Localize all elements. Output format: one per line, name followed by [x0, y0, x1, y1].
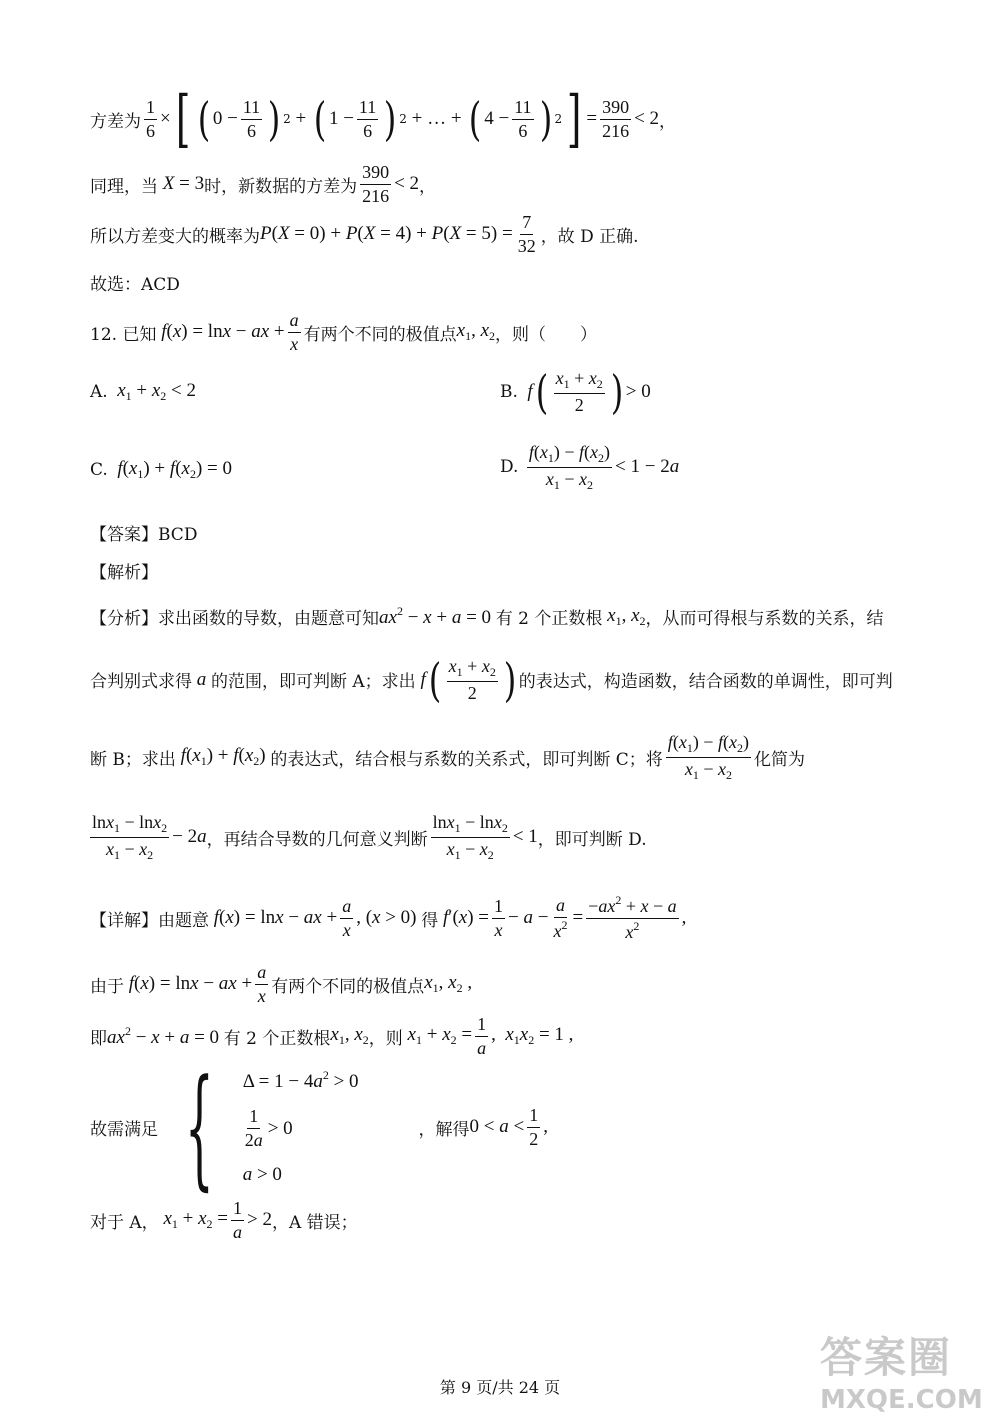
- answer-line: [90, 520, 197, 545]
- detail-line-1: 【详解】由题意 f(x) = lnx − ax + $\frac{a}{x}$ , (x > 0) 得 f′(x) = $\frac{1}{x}$ − a − $\frac{a}{x^2}$ = $\frac{-ax^2 + x - a}{x^2}$ ,: [90, 893, 687, 942]
- variance-prefix: 方差为: [90, 111, 141, 132]
- similar-prefix: 同理，当: [90, 176, 158, 197]
- analysis-title-text: 【解析】: [90, 563, 158, 583]
- option-a-label: A.: [90, 382, 108, 402]
- similar-line: 同理，当 X = 3 时，新数据的方差为 $\frac{390}{216}$ < 2 ，: [90, 162, 437, 206]
- detail-text-3c: ，则: [368, 1028, 403, 1049]
- option-b-label: B.: [500, 381, 518, 402]
- detail-text-1b: 得: [421, 910, 439, 931]
- detail-text-3a: 即: [90, 1028, 107, 1049]
- detail-text-4a: 故需满足: [90, 1119, 158, 1140]
- detail-text-4b: ，解得: [418, 1119, 470, 1140]
- analysis-text-2a: 合判别式求得: [90, 672, 192, 693]
- detail-text-1a: 【详解】由题意: [90, 910, 209, 931]
- analysis-text-4b: ，即可判断 D.: [537, 829, 647, 850]
- question-number: 12. 已知: [90, 324, 157, 345]
- watermark-top: 答案圈: [820, 1333, 953, 1382]
- analysis-text-1a: 【分析】求出函数的导数，由题意可知: [90, 609, 379, 629]
- analysis-line-1: 【分析】求出函数的导数，由题意可知 $ax^2 - x + a = 0$ 有 2 个正数根 $x_1$, $x_2$ ，从而可得根与系数的关系，结: [90, 604, 884, 629]
- question-mid: 有两个不同的极值点: [303, 324, 457, 345]
- analysis-text-2b: 的范围，即可判断 A；求出: [211, 672, 416, 693]
- variance-suffix: ，: [659, 111, 677, 132]
- variance-line: 方差为 $\frac{1}{6}$ × [ ( 0 − $\frac{11}{6}$ ) 2 + ( 1 − $\frac{11}{6}$ ) 2 + … + ( 4 − $\frac{11}{6}$ ) 2 ] = $\frac{390}{216}$ < 2 ，: [90, 82, 677, 155]
- watermark-bottom: MXQE.COM: [820, 1385, 983, 1415]
- choice-line: [90, 270, 180, 295]
- probability-line: 所以方差变大的概率为 P(X = 0) + P(X = 4) + P(X = 5) = $\frac{7}{32}$ ，故 D 正确.: [90, 212, 639, 256]
- option-a: A. $x_1 + x_2 < 2$: [90, 380, 196, 403]
- analysis-title: [90, 558, 158, 583]
- analysis-text-3c: 化简为: [753, 749, 805, 770]
- detail-line-2: 由于 f(x) = lnx − ax + $\frac{a}{x}$ 有两个不同的极值点 $x_1$, $x_2$ ,: [90, 962, 473, 1006]
- option-c: C. $f(x_1) + f(x_2) = 0$: [90, 458, 232, 481]
- analysis-line-4: $\frac{\ln x_1 - \ln x_2}{x_1 - x_2}$ − 2a ，再结合导数的几何意义判断 $\frac{\ln x_1 - \ln x_2}{x_1 - x_2}$ < 1 ，即可判断 D.: [92, 812, 647, 862]
- analysis-line-3: 断 B；求出 $f(x_1) + f(x_2)$ 的表达式，结合根与系数的关系式，即可判断 C；将 $\frac{f(x_1) - f(x_2)}{x_1 - x_2}$ 化简为: [90, 732, 805, 782]
- question-12: 12. 已知 f(x) = lnx − ax + $\frac{a}{x}$ 有两个不同的极值点 $x_1$, $x_2$ ，则（ ）: [90, 310, 598, 354]
- detail-text-5a: 对于 A，: [90, 1212, 159, 1233]
- analysis-text-1c: ，从而可得根与系数的关系，结: [645, 609, 884, 629]
- question-suffix: ，则（ ）: [495, 324, 598, 345]
- analysis-text-3a: 断 B；求出: [90, 749, 176, 770]
- detail-text-5b: ，A 错误；: [271, 1212, 358, 1233]
- detail-line-5: 对于 A， $x_1 + x_2$ = $\frac{1}{a}$ > 2 ，A 错误；: [90, 1198, 358, 1242]
- analysis-text-1b: 有 2 个正数根: [495, 609, 603, 629]
- fraction: $\frac{1}{6}$: [146, 96, 155, 141]
- choice-text: 故选：ACD: [90, 275, 180, 295]
- analysis-line-2: 合判别式求得 a 的范围，即可判断 A；求出 f ( $\frac{x_1 + x_2}{2}$ ) 的表达式，构造函数，结合函数的单调性，即可判: [90, 652, 893, 707]
- analysis-text-4a: ，再结合导数的几何意义判断: [206, 829, 428, 850]
- analysis-text-2c: 的表达式，构造函数，结合函数的单调性，即可判: [518, 672, 893, 693]
- option-b: B. f ( $\frac{x_1 + x_2}{2}$ ) > 0: [500, 364, 651, 419]
- similar-mid: 时，新数据的方差为: [204, 176, 358, 197]
- answer-text: 【答案】BCD: [90, 525, 198, 545]
- analysis-text-3b: 的表达式，结合根与系数的关系式，即可判断 C；将: [270, 749, 663, 770]
- similar-suffix: ，: [419, 176, 437, 197]
- brace: {: [184, 1051, 214, 1203]
- detail-text-3b: 有 2 个正数根: [223, 1028, 331, 1049]
- page-footer: 第 9 页/共 24 页: [439, 1378, 561, 1397]
- option-d: D. $\frac{f(x_1) - f(x_2)}{x_1 - x_2}$ < 1 − 2a: [500, 442, 680, 492]
- detail-line-4: 故需满足 { $\Delta = 1 - 4a^2 > 0$ $\frac{1}{2a}$ > 0 a > 0 ，解得 0 < a < $\frac{1}{2}$ ,: [90, 1051, 548, 1203]
- detail-text-2b: 有两个不同的极值点: [271, 976, 425, 997]
- probability-suffix: ，故 D 正确.: [540, 226, 639, 247]
- option-d-label: D.: [500, 457, 519, 478]
- probability-prefix: 所以方差变大的概率为: [90, 226, 260, 247]
- detail-line-3: 即 $ax^2 - x + a = 0$ 有 2 个正数根 $x_1$, $x_2$ ，则 $x_1 + x_2$ = $\frac{1}{a}$ , $x_1x_2 = 1$ ,: [90, 1014, 574, 1058]
- detail-text-2a: 由于: [90, 976, 124, 997]
- inequality-system: $\Delta = 1 - 4a^2 > 0$ $\frac{1}{2a}$ > 0 a > 0: [242, 1068, 359, 1185]
- option-c-label: C.: [90, 460, 108, 480]
- watermark-logo: [820, 1325, 995, 1415]
